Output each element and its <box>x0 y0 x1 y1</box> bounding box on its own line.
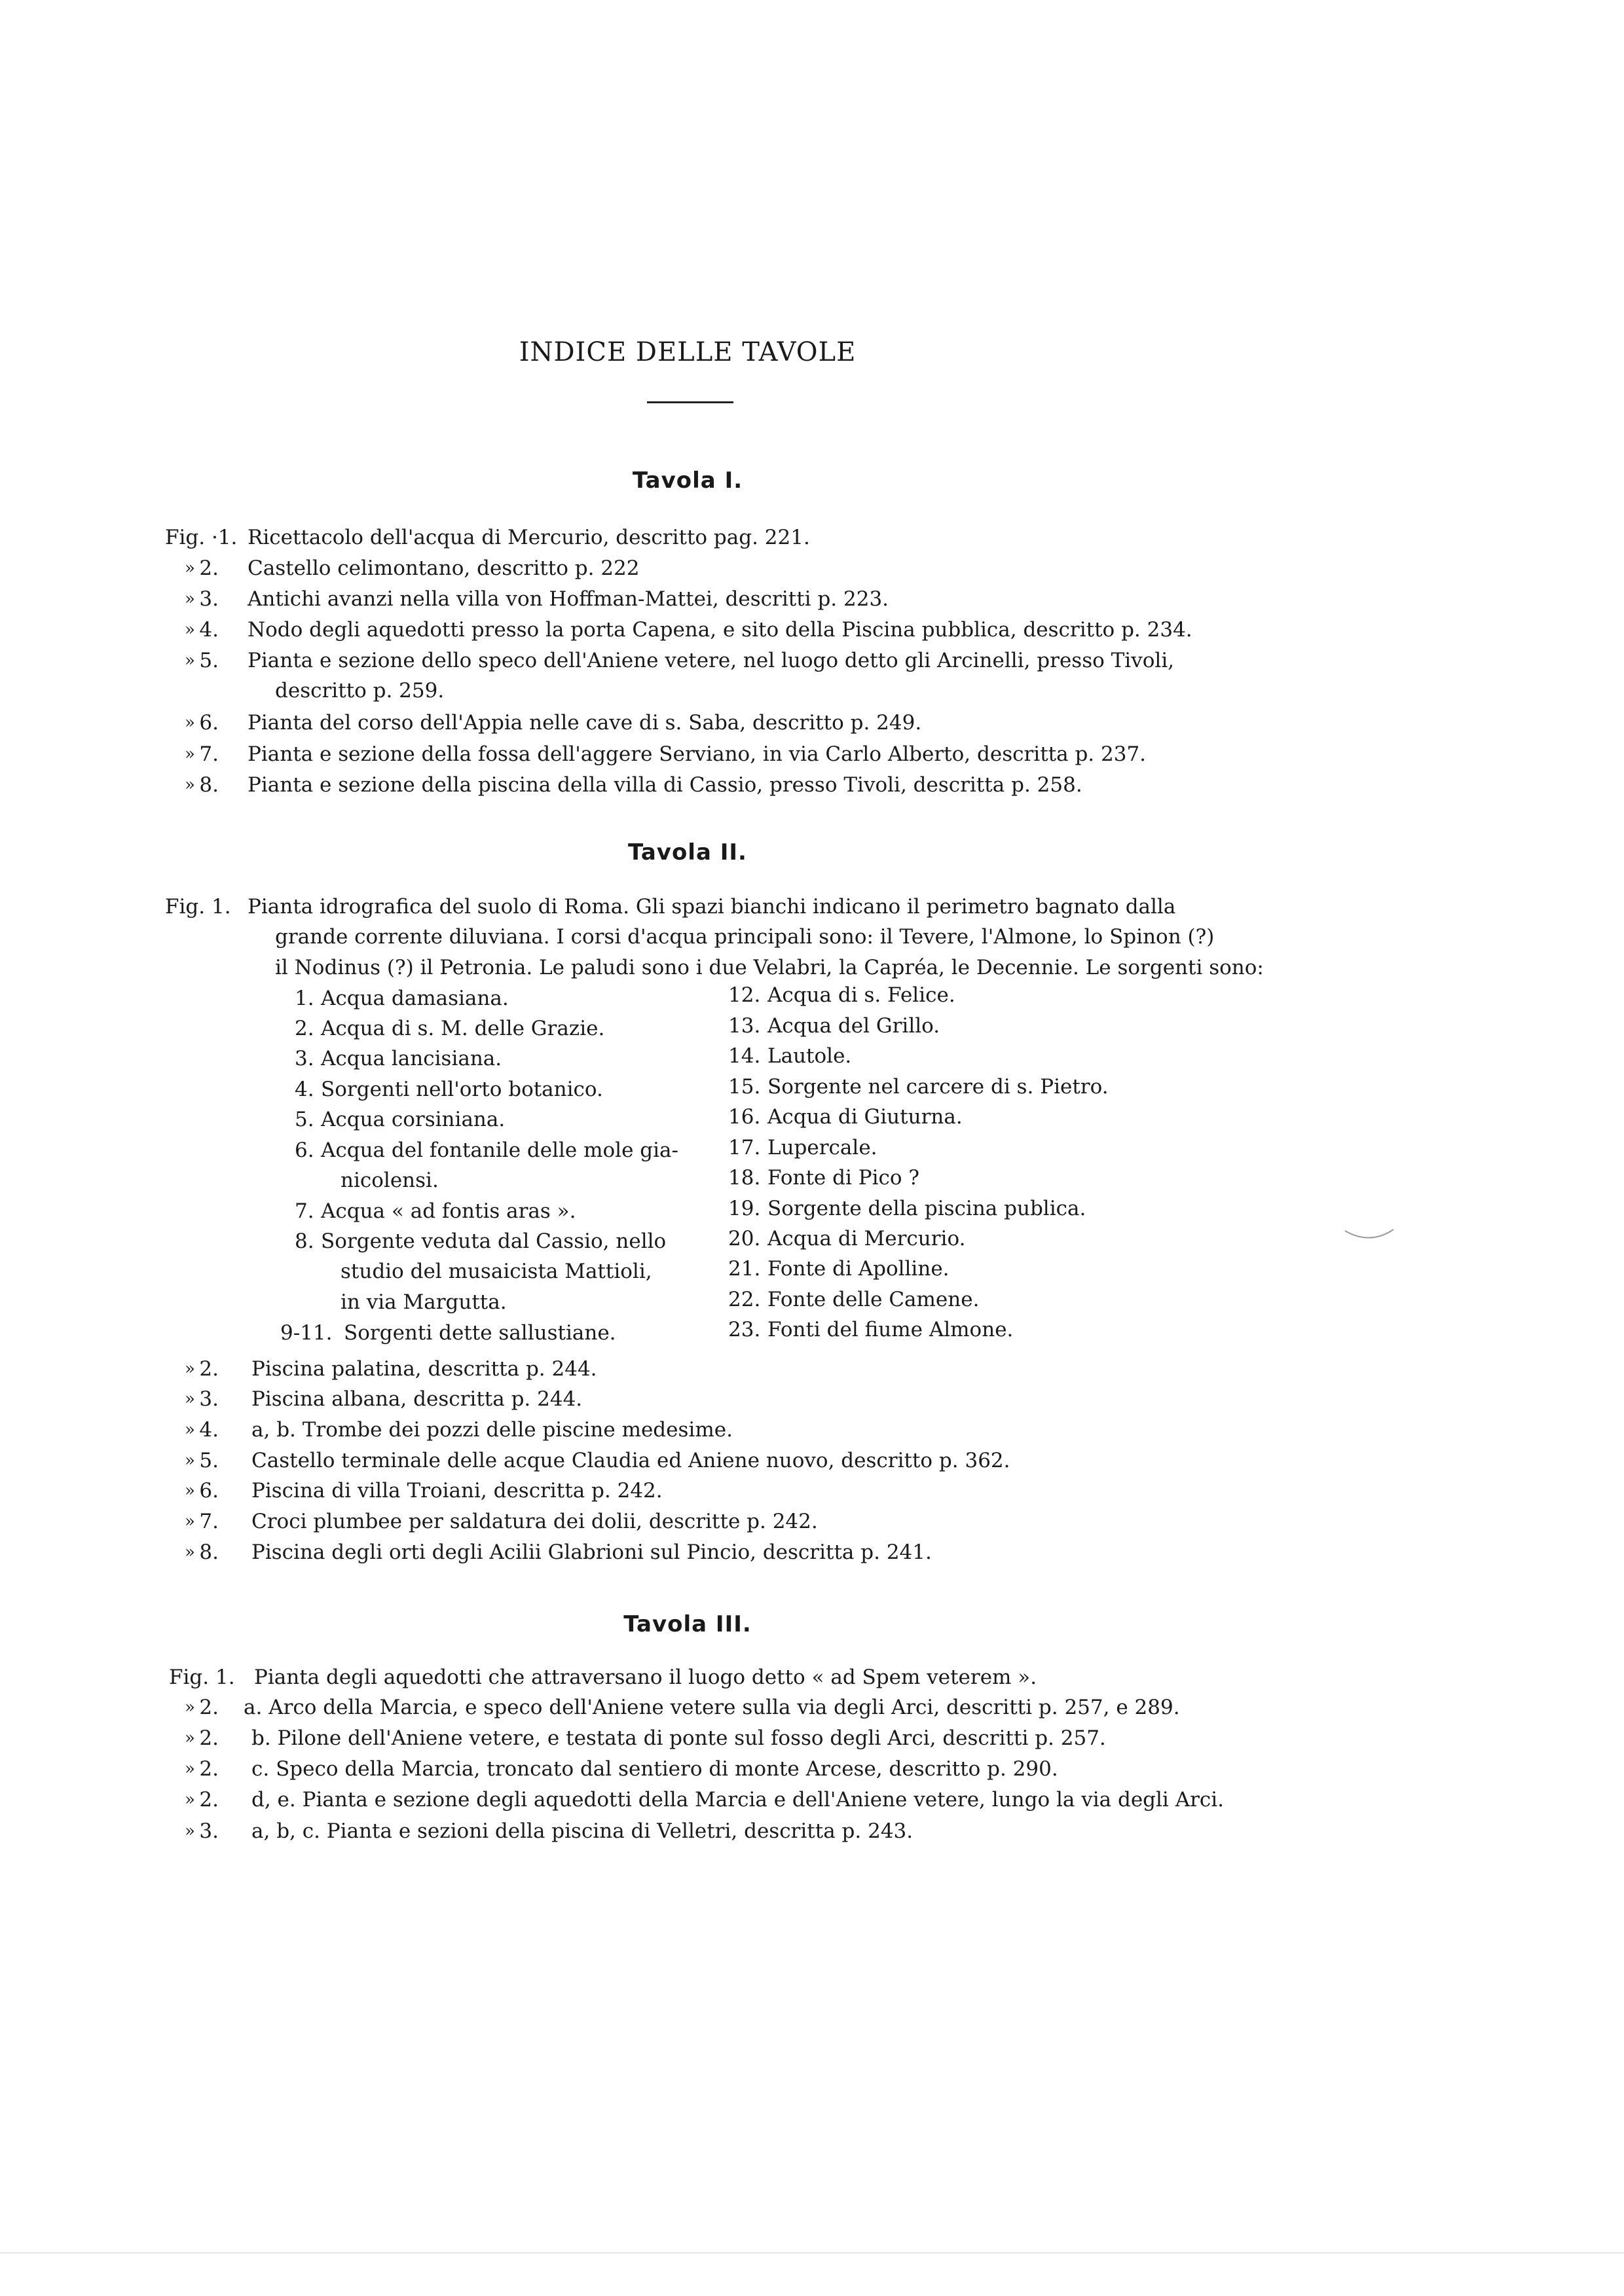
spring-number: 3. <box>295 1047 314 1070</box>
spring-text: Acqua corsiniana. <box>321 1108 506 1131</box>
spring-continuation: in via Margutta. <box>341 1290 507 1314</box>
entry-text: c. Speco della Marcia, troncato dal sentiero di monte Arcese, descritto p. 290. <box>251 1757 1058 1781</box>
section-heading-tavola-3: Tavola III. <box>623 1611 752 1637</box>
ditto-mark: » <box>185 775 195 795</box>
entry-text: a, b. Trombe dei pozzi delle piscine medesime. <box>251 1418 733 1442</box>
ditto-mark: » <box>185 713 195 733</box>
spring-text: Sorgenti dette sallustiane. <box>344 1321 616 1345</box>
spring-text: Lautole. <box>767 1044 852 1068</box>
spring-number: 4. <box>295 1078 314 1101</box>
spring-number: 9-11. <box>280 1321 333 1345</box>
entry-number: 6. <box>199 711 219 735</box>
intro-line: Pianta idrografica del suolo di Roma. Gli spazi bianchi indicano il perimetro bagnato dalla <box>248 895 1176 919</box>
spring-number: 13. <box>728 1014 761 1038</box>
spring-text: Acqua del fontanile delle mole gia- <box>321 1139 678 1162</box>
spring-text: Acqua « ad fontis aras ». <box>321 1199 576 1223</box>
spring-text: Acqua damasiana. <box>321 987 509 1010</box>
spring-text: Sorgenti nell'orto botanico. <box>321 1078 603 1101</box>
spring-number: 8. <box>295 1230 314 1253</box>
spring-text: Sorgente veduta dal Cassio, nello <box>321 1230 667 1253</box>
spring-text: Acqua di Giuturna. <box>767 1105 963 1129</box>
ditto-mark: » <box>185 1698 195 1717</box>
ditto-mark: » <box>185 1512 195 1531</box>
entry-number: 3. <box>199 1819 219 1843</box>
entry-number: 3. <box>199 587 219 611</box>
margin-pencil-mark <box>1344 1228 1395 1243</box>
entry-text: Croci plumbee per saldatura dei dolii, descritte p. 242. <box>251 1510 818 1533</box>
spring-number: 5. <box>295 1108 314 1131</box>
entry-number: 2. <box>199 1696 219 1719</box>
entry-text: Pianta e sezione della piscina della villa di Cassio, presso Tivoli, descritta p. 258. <box>248 773 1082 797</box>
ditto-mark: » <box>185 1389 195 1409</box>
ditto-mark: » <box>185 1542 195 1562</box>
entry-number: 2. <box>199 1726 219 1750</box>
ditto-mark: » <box>185 1481 195 1501</box>
ditto-mark: » <box>185 1790 195 1810</box>
page-title: INDICE DELLE TAVOLE <box>519 337 857 367</box>
entry-number: 5. <box>199 649 219 672</box>
entry-number: 6. <box>199 1479 219 1503</box>
spring-number: 6. <box>295 1139 314 1162</box>
ditto-mark: » <box>185 651 195 670</box>
entry-text: b. Pilone dell'Aniene vetere, e testata di ponte sul fosso degli Arci, descritti p. 257. <box>251 1726 1106 1750</box>
spring-number: 21. <box>728 1257 761 1281</box>
spring-text: Acqua di s. Felice. <box>767 983 955 1007</box>
entry-label: Fig. 1. <box>165 895 231 919</box>
entry-number: 2. <box>199 556 219 580</box>
spring-number: 20. <box>728 1227 761 1250</box>
spring-number: 19. <box>728 1197 761 1220</box>
spring-number: 17. <box>728 1136 761 1159</box>
entry-text: Castello terminale delle acque Claudia ed Aniene nuovo, descritto p. 362. <box>251 1449 1010 1472</box>
ditto-mark: » <box>185 1728 195 1748</box>
spring-number: 7. <box>295 1199 314 1223</box>
entry-text: Piscina palatina, descritta p. 244. <box>251 1357 597 1381</box>
spring-number: 23. <box>728 1318 761 1341</box>
spring-text: Acqua di Mercurio. <box>767 1227 966 1250</box>
spring-continuation: studio del musaicista Mattioli, <box>341 1260 652 1283</box>
entry-text: Pianta e sezione della fossa dell'aggere Serviano, in via Carlo Alberto, descritta p. 237. <box>248 742 1147 766</box>
section-heading-tavola-2: Tavola II. <box>628 839 747 866</box>
entry-text: Ricettacolo dell'acqua di Mercurio, descritto pag. 221. <box>248 526 810 549</box>
entry-number: 7. <box>199 742 219 766</box>
entry-text: Piscina albana, descritta p. 244. <box>251 1387 583 1411</box>
entry-text: Castello celimontano, descritto p. 222 <box>248 556 640 580</box>
spring-number: 1. <box>295 987 314 1010</box>
spring-text: Acqua di s. M. delle Grazie. <box>321 1017 605 1040</box>
entry-text: d, e. Pianta e sezione degli aquedotti della Marcia e dell'Aniene vetere, lungo la via degli Arci. <box>251 1788 1225 1812</box>
entry-number: 2. <box>199 1357 219 1381</box>
entry-text: a. Arco della Marcia, e speco dell'Aniene vetere sulla via degli Arci, descritti p. 257, e 289. <box>244 1696 1180 1719</box>
entry-text: Pianta e sezione dello speco dell'Aniene vetere, nel luogo detto gli Arcinelli, presso Tivoli, <box>248 649 1175 672</box>
intro-line: il Nodinus (?) il Petronia. Le paludi sono i due Velabri, la Capréa, le Decennie. Le sorgenti sono: <box>275 956 1264 979</box>
spring-number: 16. <box>728 1105 761 1129</box>
spring-text: Fonte di Apolline. <box>767 1257 950 1281</box>
entry-number: 4. <box>199 1418 219 1442</box>
entry-number: 5. <box>199 1449 219 1472</box>
spring-number: 22. <box>728 1288 761 1311</box>
entry-number: 2. <box>199 1788 219 1812</box>
ditto-mark: » <box>185 744 195 764</box>
ditto-mark: » <box>185 1821 195 1841</box>
entry-number: 3. <box>199 1387 219 1411</box>
entry-text: a, b, c. Pianta e sezioni della piscina di Velletri, descritta p. 243. <box>251 1819 913 1843</box>
entry-label: Fig. ·1. <box>165 526 238 549</box>
spring-number: 15. <box>728 1075 761 1099</box>
ditto-mark: » <box>185 620 195 640</box>
ditto-mark: » <box>185 558 195 578</box>
spring-number: 14. <box>728 1044 761 1068</box>
spring-text: Fonte di Pico ? <box>767 1166 919 1190</box>
spring-text: Sorgente della piscina publica. <box>767 1197 1086 1220</box>
title-rule <box>647 401 733 403</box>
spring-text: Sorgente nel carcere di s. Pietro. <box>767 1075 1109 1099</box>
entry-text: Nodo degli aquedotti presso la porta Capena, e sito della Piscina pubblica, descritto p. 234. <box>248 618 1192 642</box>
section-heading-tavola-1: Tavola I. <box>632 467 743 494</box>
ditto-mark: » <box>185 1759 195 1779</box>
entry-number: 7. <box>199 1510 219 1533</box>
ditto-mark: » <box>185 589 195 609</box>
entry-number: 2. <box>199 1757 219 1781</box>
entry-text: Pianta degli aquedotti che attraversano il luogo detto « ad Spem veterem ». <box>254 1666 1037 1689</box>
scan-edge-line <box>0 2252 1624 2253</box>
spring-text: Acqua del Grillo. <box>767 1014 940 1038</box>
ditto-mark: » <box>185 1359 195 1379</box>
ditto-mark: » <box>185 1451 195 1470</box>
entry-number: 4. <box>199 618 219 642</box>
entry-text: Piscina degli orti degli Acilii Glabrioni sul Pincio, descritta p. 241. <box>251 1540 932 1564</box>
ditto-mark: » <box>185 1420 195 1440</box>
entry-number: 8. <box>199 773 219 797</box>
intro-line: grande corrente diluviana. I corsi d'acqua principali sono: il Tevere, l'Almone, lo Spinon (?) <box>275 925 1215 949</box>
spring-number: 18. <box>728 1166 761 1190</box>
spring-text: Fonte delle Camene. <box>767 1288 980 1311</box>
entry-text: Piscina di villa Troiani, descritta p. 242. <box>251 1479 663 1503</box>
spring-text: Fonti del fiume Almone. <box>767 1318 1014 1341</box>
entry-continuation: descritto p. 259. <box>275 679 445 702</box>
spring-text: Acqua lancisiana. <box>321 1047 502 1070</box>
entry-number: 8. <box>199 1540 219 1564</box>
spring-text: Lupercale. <box>767 1136 877 1159</box>
spring-number: 12. <box>728 983 761 1007</box>
entry-text: Antichi avanzi nella villa von Hoffman-Mattei, descritti p. 223. <box>248 587 889 611</box>
entry-text: Pianta del corso dell'Appia nelle cave di s. Saba, descritto p. 249. <box>248 711 922 735</box>
entry-label: Fig. 1. <box>169 1666 235 1689</box>
spring-number: 2. <box>295 1017 314 1040</box>
spring-continuation: nicolensi. <box>341 1169 439 1192</box>
